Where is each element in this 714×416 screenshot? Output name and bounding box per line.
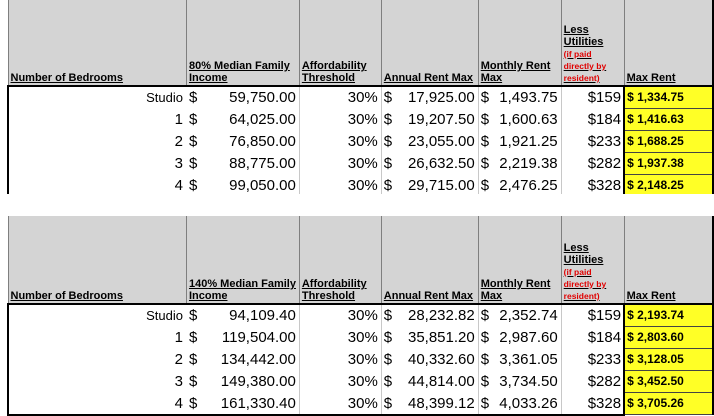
monthly-rent-cell-value: 2,987.60 xyxy=(499,329,558,346)
income-cell-value: 64,025.00 xyxy=(229,111,296,128)
monthly-rent-cell-content xyxy=(481,131,558,152)
utilities-cell[interactable] xyxy=(561,371,624,393)
table-row xyxy=(8,393,713,415)
income-cell-value: 134,442.00 xyxy=(220,351,296,368)
currency-symbol: $ xyxy=(383,394,393,412)
utilities-cell[interactable] xyxy=(561,349,624,371)
annual-rent-cell-content xyxy=(384,305,475,326)
annual-rent-cell-content xyxy=(384,131,475,152)
income-cell-value: 161,330.40 xyxy=(220,394,296,412)
bedrooms-header-label: Number of Bedrooms xyxy=(10,72,123,84)
currency-symbol: $ xyxy=(383,133,393,150)
utilities-value: $233 xyxy=(587,133,622,150)
bedrooms-cell[interactable] xyxy=(8,327,186,349)
threshold-value: 30% xyxy=(347,89,378,107)
utilities-header-label: Less Utilities xyxy=(563,242,604,266)
annual-rent-header-label: Annual Rent Max xyxy=(383,72,474,84)
max-rent-value: $ 2,148.25 xyxy=(627,178,684,192)
currency-symbol: $ xyxy=(188,351,198,368)
bedrooms-value: Studio xyxy=(146,308,183,324)
threshold-cell[interactable] xyxy=(299,327,381,349)
bedrooms-cell[interactable] xyxy=(8,393,186,415)
max-rent-value: $ 3,452.50 xyxy=(627,374,684,388)
currency-symbol: $ xyxy=(383,89,393,107)
utilities-value: $328 xyxy=(587,394,622,412)
threshold-cell[interactable] xyxy=(299,86,381,109)
currency-symbol: $ xyxy=(188,155,198,172)
max-rent-cell[interactable] xyxy=(624,393,713,415)
threshold-cell[interactable] xyxy=(299,349,381,371)
monthly-rent-cell-value: 1,921.25 xyxy=(499,133,558,150)
monthly-rent-cell[interactable] xyxy=(478,371,561,393)
monthly-rent-cell-content xyxy=(481,371,558,392)
bedrooms-value: Studio xyxy=(146,90,183,106)
currency-symbol: $ xyxy=(383,307,393,325)
income-cell-content xyxy=(189,87,296,108)
income-cell[interactable] xyxy=(186,349,299,371)
annual-rent-cell[interactable] xyxy=(381,304,478,327)
annual-rent-cell[interactable] xyxy=(381,109,478,131)
threshold-value: 30% xyxy=(347,394,378,412)
annual-rent-cell[interactable] xyxy=(381,86,478,109)
bedrooms-value: 4 xyxy=(174,394,183,412)
currency-symbol: $ xyxy=(480,351,490,368)
monthly-rent-cell[interactable] xyxy=(478,131,561,153)
monthly-rent-cell[interactable] xyxy=(478,349,561,371)
bedrooms-value: 2 xyxy=(174,133,183,150)
monthly-rent-cell-value: 3,361.05 xyxy=(499,351,558,368)
table-row xyxy=(8,327,713,349)
monthly-rent-header[interactable] xyxy=(478,0,561,86)
bedrooms-header[interactable] xyxy=(8,216,186,304)
annual-rent-header-label: Annual Rent Max xyxy=(383,290,474,302)
rent-table-80-percent xyxy=(7,0,714,198)
income-cell[interactable] xyxy=(186,304,299,327)
monthly-rent-cell-content xyxy=(481,153,558,174)
threshold-value: 30% xyxy=(347,307,378,325)
income-cell[interactable] xyxy=(186,371,299,393)
annual-rent-cell[interactable] xyxy=(381,327,478,349)
utilities-note: (if paid directly by resident) xyxy=(563,49,607,83)
annual-rent-cell-value: 40,332.60 xyxy=(407,351,475,368)
income-cell-value: 119,504.00 xyxy=(221,329,296,346)
income-cell-value: 99,050.00 xyxy=(229,176,296,194)
monthly-rent-cell[interactable] xyxy=(478,327,561,349)
currency-symbol: $ xyxy=(480,155,490,172)
income-header[interactable] xyxy=(186,216,299,304)
threshold-value: 30% xyxy=(347,133,378,150)
annual-rent-cell-content xyxy=(384,87,475,108)
annual-rent-cell-value: 19,207.50 xyxy=(407,111,475,128)
header-row xyxy=(8,216,713,304)
table-row xyxy=(8,153,713,175)
annual-rent-header[interactable] xyxy=(381,216,478,304)
income-cell-content xyxy=(189,305,296,326)
monthly-rent-cell[interactable] xyxy=(478,153,561,175)
threshold-cell[interactable] xyxy=(299,109,381,131)
max-rent-header-label: Max Rent xyxy=(626,72,676,84)
annual-rent-cell[interactable] xyxy=(381,153,478,175)
annual-rent-cell-value: 23,055.00 xyxy=(407,133,475,150)
threshold-value: 30% xyxy=(347,176,378,194)
header-row xyxy=(8,0,713,86)
monthly-rent-cell[interactable] xyxy=(478,109,561,131)
threshold-value: 30% xyxy=(347,373,378,390)
utilities-value: $233 xyxy=(587,351,622,368)
annual-rent-cell-content xyxy=(384,349,475,370)
utilities-value: $328 xyxy=(587,176,622,194)
max-rent-cell[interactable] xyxy=(624,371,713,393)
table-row xyxy=(8,86,713,109)
max-rent-value: $ 1,688.25 xyxy=(627,134,684,148)
utilities-value: $159 xyxy=(587,89,622,107)
annual-rent-cell-content xyxy=(384,153,475,174)
max-rent-value: $ 2,193.74 xyxy=(627,308,684,322)
threshold-cell[interactable] xyxy=(299,371,381,393)
income-cell-value: 149,380.00 xyxy=(220,373,296,390)
bedrooms-cell[interactable] xyxy=(8,349,186,371)
annual-rent-cell-value: 26,632.50 xyxy=(407,155,475,172)
monthly-rent-cell[interactable] xyxy=(478,304,561,327)
monthly-rent-cell-content xyxy=(481,109,558,130)
currency-symbol: $ xyxy=(383,329,393,346)
income-cell[interactable] xyxy=(186,153,299,175)
threshold-cell[interactable] xyxy=(299,393,381,415)
currency-symbol: $ xyxy=(188,133,198,150)
utilities-value: $184 xyxy=(587,329,622,346)
monthly-rent-cell[interactable] xyxy=(478,86,561,109)
utilities-header[interactable] xyxy=(561,216,624,304)
threshold-cell[interactable] xyxy=(299,304,381,327)
currency-symbol: $ xyxy=(383,111,393,128)
threshold-header[interactable] xyxy=(299,216,381,304)
rent-table-140-percent xyxy=(7,216,714,416)
annual-rent-cell-content xyxy=(384,109,475,130)
currency-symbol: $ xyxy=(383,155,393,172)
currency-symbol: $ xyxy=(188,111,198,128)
monthly-rent-header-label: Monthly Rent Max xyxy=(480,278,551,302)
utilities-note: (if paid directly by resident) xyxy=(563,267,607,301)
income-header[interactable] xyxy=(186,0,299,86)
threshold-value: 30% xyxy=(347,329,378,346)
annual-rent-cell-value: 48,399.12 xyxy=(407,394,475,412)
income-header-label: 80% Median Family Income xyxy=(188,60,290,84)
annual-rent-cell-content xyxy=(384,371,475,392)
monthly-rent-header[interactable] xyxy=(478,216,561,304)
income-cell-content xyxy=(189,393,296,414)
utilities-header[interactable] xyxy=(561,0,624,86)
annual-rent-cell-value: 17,925.00 xyxy=(407,89,475,107)
currency-symbol: $ xyxy=(383,351,393,368)
monthly-rent-cell[interactable] xyxy=(478,393,561,415)
table-row xyxy=(8,349,713,371)
max-rent-value: $ 1,937.38 xyxy=(627,156,684,170)
utilities-cell[interactable] xyxy=(561,393,624,415)
currency-symbol: $ xyxy=(383,373,393,390)
utilities-value: $282 xyxy=(587,373,622,390)
annual-rent-cell-content xyxy=(384,393,475,414)
utilities-value: $282 xyxy=(587,155,622,172)
monthly-rent-cell-content xyxy=(481,349,558,370)
bedrooms-cell[interactable] xyxy=(8,131,186,153)
max-rent-value: $ 1,416.63 xyxy=(627,112,684,126)
max-rent-header-label: Max Rent xyxy=(626,290,676,302)
bedrooms-header-label: Number of Bedrooms xyxy=(10,290,123,302)
income-cell-content xyxy=(189,327,296,348)
currency-symbol: $ xyxy=(188,307,198,325)
monthly-rent-cell-content xyxy=(481,87,558,108)
table-row xyxy=(8,304,713,327)
annual-rent-cell[interactable] xyxy=(381,131,478,153)
currency-symbol: $ xyxy=(480,89,490,107)
currency-symbol: $ xyxy=(188,394,198,412)
threshold-value: 30% xyxy=(347,351,378,368)
table-row xyxy=(8,131,713,153)
threshold-cell[interactable] xyxy=(299,131,381,153)
bedrooms-cell[interactable] xyxy=(8,109,186,131)
annual-rent-header[interactable] xyxy=(381,0,478,86)
annual-rent-cell-value: 35,851.20 xyxy=(407,329,475,346)
currency-symbol: $ xyxy=(480,133,490,150)
monthly-rent-cell-value: 3,734.50 xyxy=(499,373,558,390)
max-rent-value: $ 3,128.05 xyxy=(627,352,684,366)
monthly-rent-cell-content xyxy=(481,175,558,196)
bedrooms-cell[interactable] xyxy=(8,153,186,175)
max-rent-cell[interactable] xyxy=(624,86,713,109)
bedrooms-value: 1 xyxy=(174,111,183,128)
currency-symbol: $ xyxy=(480,373,490,390)
currency-symbol: $ xyxy=(480,111,490,128)
currency-symbol: $ xyxy=(480,176,490,194)
annual-rent-cell[interactable] xyxy=(381,371,478,393)
monthly-rent-cell-content xyxy=(481,305,558,326)
max-rent-header[interactable] xyxy=(624,216,713,304)
monthly-rent-cell-content xyxy=(481,393,558,414)
income-cell-content xyxy=(189,109,296,130)
max-rent-value: $ 1,334.75 xyxy=(627,90,684,104)
currency-symbol: $ xyxy=(188,329,198,346)
bedrooms-value: 3 xyxy=(174,155,183,172)
bedrooms-value: 1 xyxy=(174,329,183,346)
monthly-rent-cell-content xyxy=(481,327,558,348)
annual-rent-cell-content xyxy=(384,327,475,348)
currency-symbol: $ xyxy=(188,373,198,390)
currency-symbol: $ xyxy=(188,176,198,194)
utilities-cell[interactable] xyxy=(561,153,624,175)
currency-symbol: $ xyxy=(480,307,490,325)
annual-rent-cell[interactable] xyxy=(381,349,478,371)
monthly-rent-header-label: Monthly Rent Max xyxy=(480,60,551,84)
max-rent-cell[interactable] xyxy=(624,304,713,327)
monthly-rent-cell-value: 2,476.25 xyxy=(499,176,558,194)
utilities-value: $159 xyxy=(587,307,622,325)
bedrooms-cell[interactable] xyxy=(8,86,186,109)
currency-symbol: $ xyxy=(480,394,490,412)
income-header-label: 140% Median Family Income xyxy=(188,278,296,302)
table-row xyxy=(8,371,713,393)
currency-symbol: $ xyxy=(188,89,198,107)
threshold-value: 30% xyxy=(347,111,378,128)
threshold-header-label: Affordability Threshold xyxy=(301,278,367,302)
annual-rent-cell[interactable] xyxy=(381,393,478,415)
monthly-rent-cell-value: 2,219.38 xyxy=(499,155,558,172)
utilities-header-label: Less Utilities xyxy=(563,24,604,48)
annual-rent-cell-value: 44,814.00 xyxy=(407,373,475,390)
bedrooms-value: 4 xyxy=(174,176,183,194)
bedrooms-header[interactable] xyxy=(8,0,186,86)
max-rent-value: $ 2,803.60 xyxy=(627,330,684,344)
max-rent-header[interactable] xyxy=(624,0,713,86)
utilities-cell[interactable] xyxy=(561,109,624,131)
income-cell[interactable] xyxy=(186,86,299,109)
income-cell-content xyxy=(189,175,296,196)
monthly-rent-cell-value: 2,352.74 xyxy=(499,307,558,325)
income-cell-value: 94,109.40 xyxy=(229,307,296,325)
income-cell[interactable] xyxy=(186,131,299,153)
monthly-rent-cell-value: 1,600.63 xyxy=(499,111,558,128)
income-cell[interactable] xyxy=(186,327,299,349)
currency-symbol: $ xyxy=(480,329,490,346)
threshold-value: 30% xyxy=(347,155,378,172)
utilities-cell[interactable] xyxy=(561,304,624,327)
max-rent-cell[interactable] xyxy=(624,327,713,349)
monthly-rent-cell-value: 1,493.75 xyxy=(499,89,558,107)
income-cell[interactable] xyxy=(186,393,299,415)
annual-rent-cell-value: 29,715.00 xyxy=(407,176,475,194)
table-row xyxy=(8,109,713,131)
threshold-header-label: Affordability Threshold xyxy=(301,60,367,84)
bedrooms-value: 2 xyxy=(174,351,183,368)
utilities-cell[interactable] xyxy=(561,327,624,349)
income-cell-value: 76,850.00 xyxy=(229,133,296,150)
income-cell[interactable] xyxy=(186,109,299,131)
threshold-cell[interactable] xyxy=(299,153,381,175)
bedrooms-cell[interactable] xyxy=(8,304,186,327)
utilities-cell[interactable] xyxy=(561,86,624,109)
income-cell-value: 59,750.00 xyxy=(229,89,296,107)
income-cell-content xyxy=(189,153,296,174)
income-cell-content xyxy=(189,349,296,370)
income-cell-content xyxy=(189,131,296,152)
annual-rent-cell-content xyxy=(384,175,475,196)
max-rent-value: $ 3,705.26 xyxy=(627,396,684,410)
utilities-cell[interactable] xyxy=(561,131,624,153)
annual-rent-cell-value: 28,232.82 xyxy=(407,307,475,325)
utilities-value: $184 xyxy=(587,111,622,128)
currency-symbol: $ xyxy=(383,176,393,194)
bedrooms-value: 3 xyxy=(174,373,183,390)
max-rent-cell[interactable] xyxy=(624,109,713,131)
threshold-header[interactable] xyxy=(299,0,381,86)
max-rent-cell[interactable] xyxy=(624,153,713,175)
income-cell-content xyxy=(189,371,296,392)
max-rent-cell[interactable] xyxy=(624,349,713,371)
max-rent-cell[interactable] xyxy=(624,131,713,153)
income-cell-value: 88,775.00 xyxy=(229,155,296,172)
bedrooms-cell[interactable] xyxy=(8,371,186,393)
monthly-rent-cell-value: 4,033.26 xyxy=(499,394,558,412)
